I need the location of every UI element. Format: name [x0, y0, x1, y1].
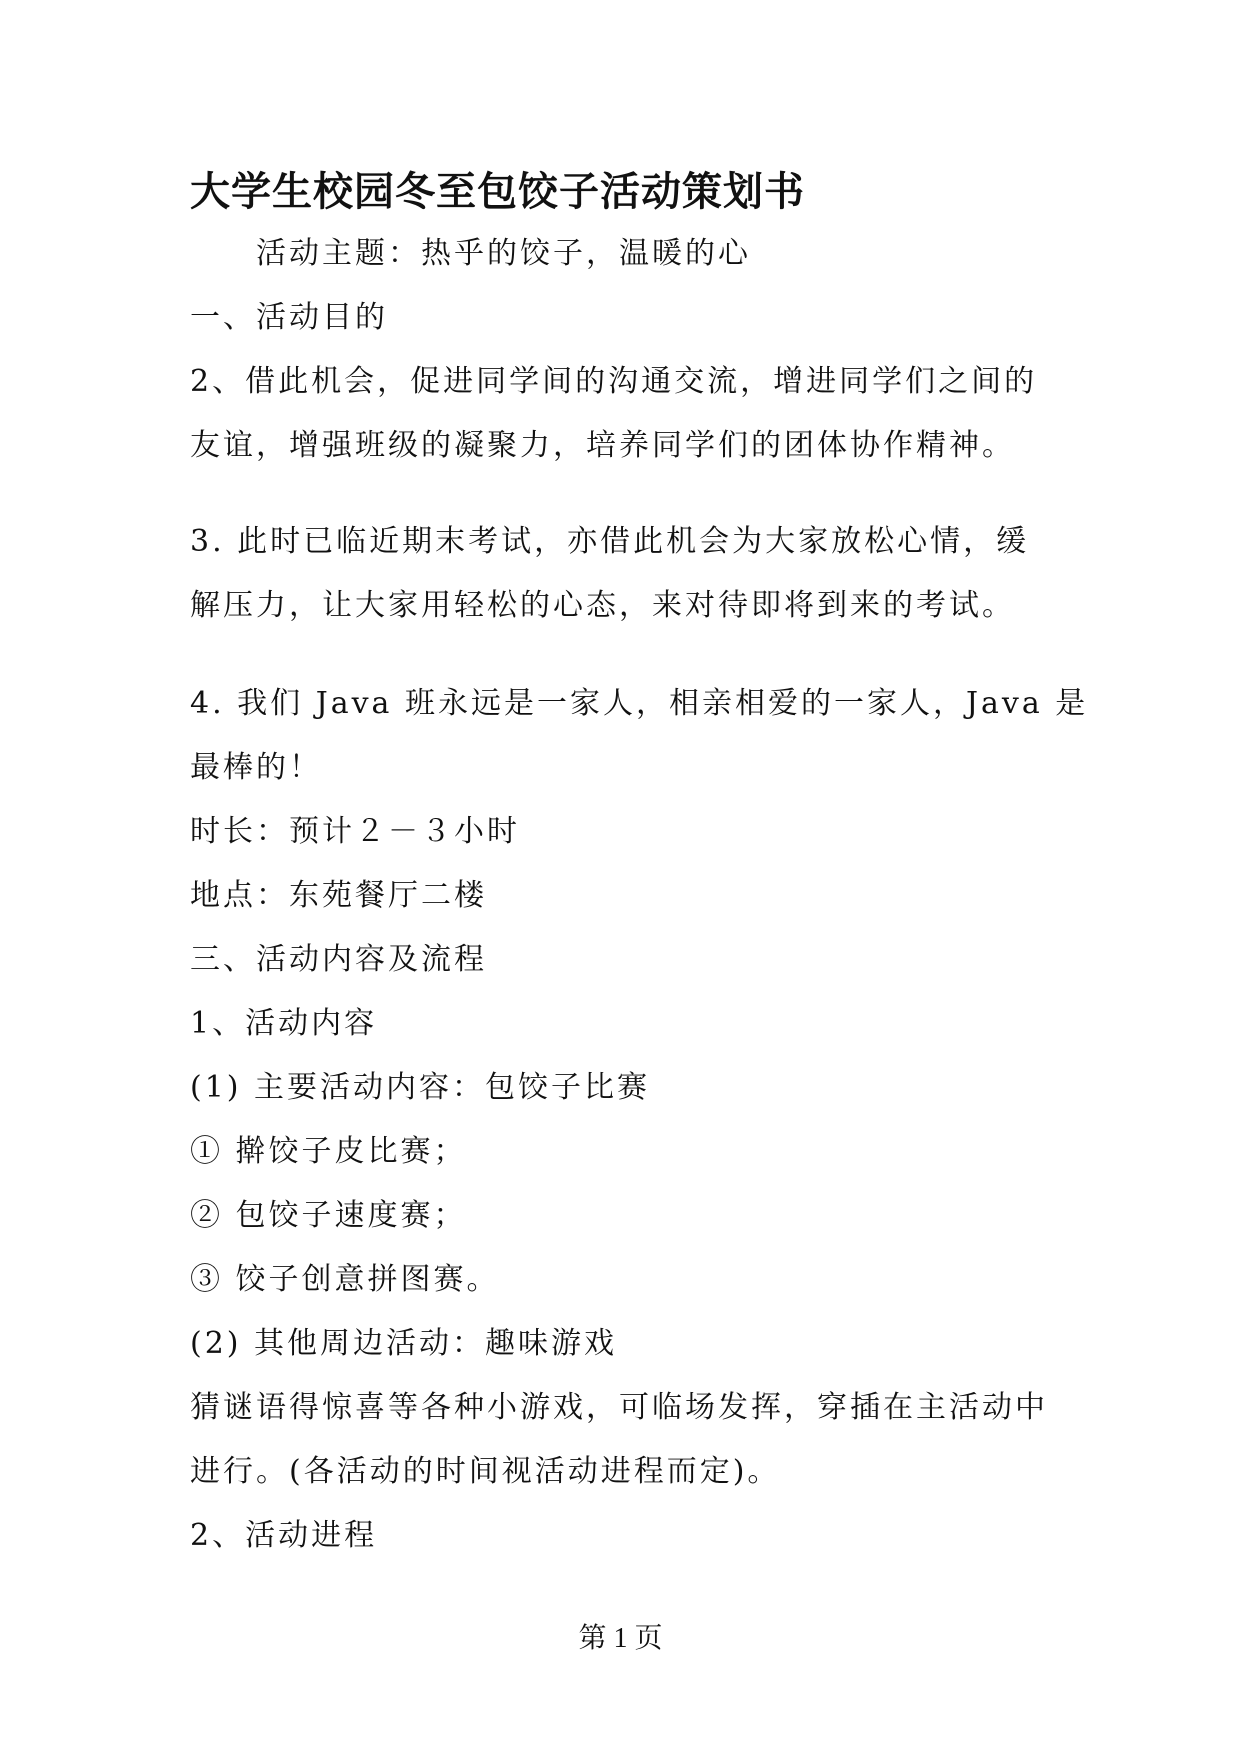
subsection-heading: 2、活动进程	[190, 1518, 378, 1553]
paragraph-line: 进行。(各活动的时间视活动进程而定)。	[190, 1454, 781, 1489]
paragraph-line: 猜谜语得惊喜等各种小游戏，可临场发挥，穿插在主活动中	[190, 1390, 1048, 1425]
document-title: 大学生校园冬至包饺子活动策划书	[190, 169, 805, 215]
list-item: ① 擀饺子皮比赛；	[190, 1134, 467, 1169]
duration-line: 时长：预计２－３小时	[190, 814, 520, 849]
paragraph-line: 友谊，增强班级的凝聚力，培养同学们的团体协作精神。	[190, 428, 1015, 463]
paragraph-line: 解压力，让大家用轻松的心态，来对待即将到来的考试。	[190, 588, 1015, 623]
paragraph-line: 最棒的！	[190, 750, 322, 785]
paragraph-line: 2、借此机会，促进同学间的沟通交流，增进同学们之间的	[190, 364, 1038, 399]
list-item: ③ 饺子创意拼图赛。	[190, 1262, 500, 1297]
paragraph-line: 4. 我们 Java 班永远是一家人，相亲相爱的一家人，Java 是	[190, 686, 1089, 721]
list-item: ② 包饺子速度赛；	[190, 1198, 467, 1233]
paragraph-line: 3. 此时已临近期末考试，亦借此机会为大家放松心情，缓	[190, 524, 1030, 559]
list-item: (1) 主要活动内容：包饺子比赛	[190, 1070, 651, 1105]
location-line: 地点：东苑餐厅二楼	[190, 878, 487, 913]
page-number: 第 1 页	[578, 1623, 663, 1654]
section-heading-content: 三、活动内容及流程	[190, 942, 487, 977]
subsection-heading: 1、活动内容	[190, 1006, 378, 1041]
list-item: (2) 其他周边活动：趣味游戏	[190, 1326, 618, 1361]
section-heading-purpose: 一、活动目的	[190, 300, 388, 335]
activity-theme: 活动主题：热乎的饺子，温暖的心	[256, 236, 751, 271]
